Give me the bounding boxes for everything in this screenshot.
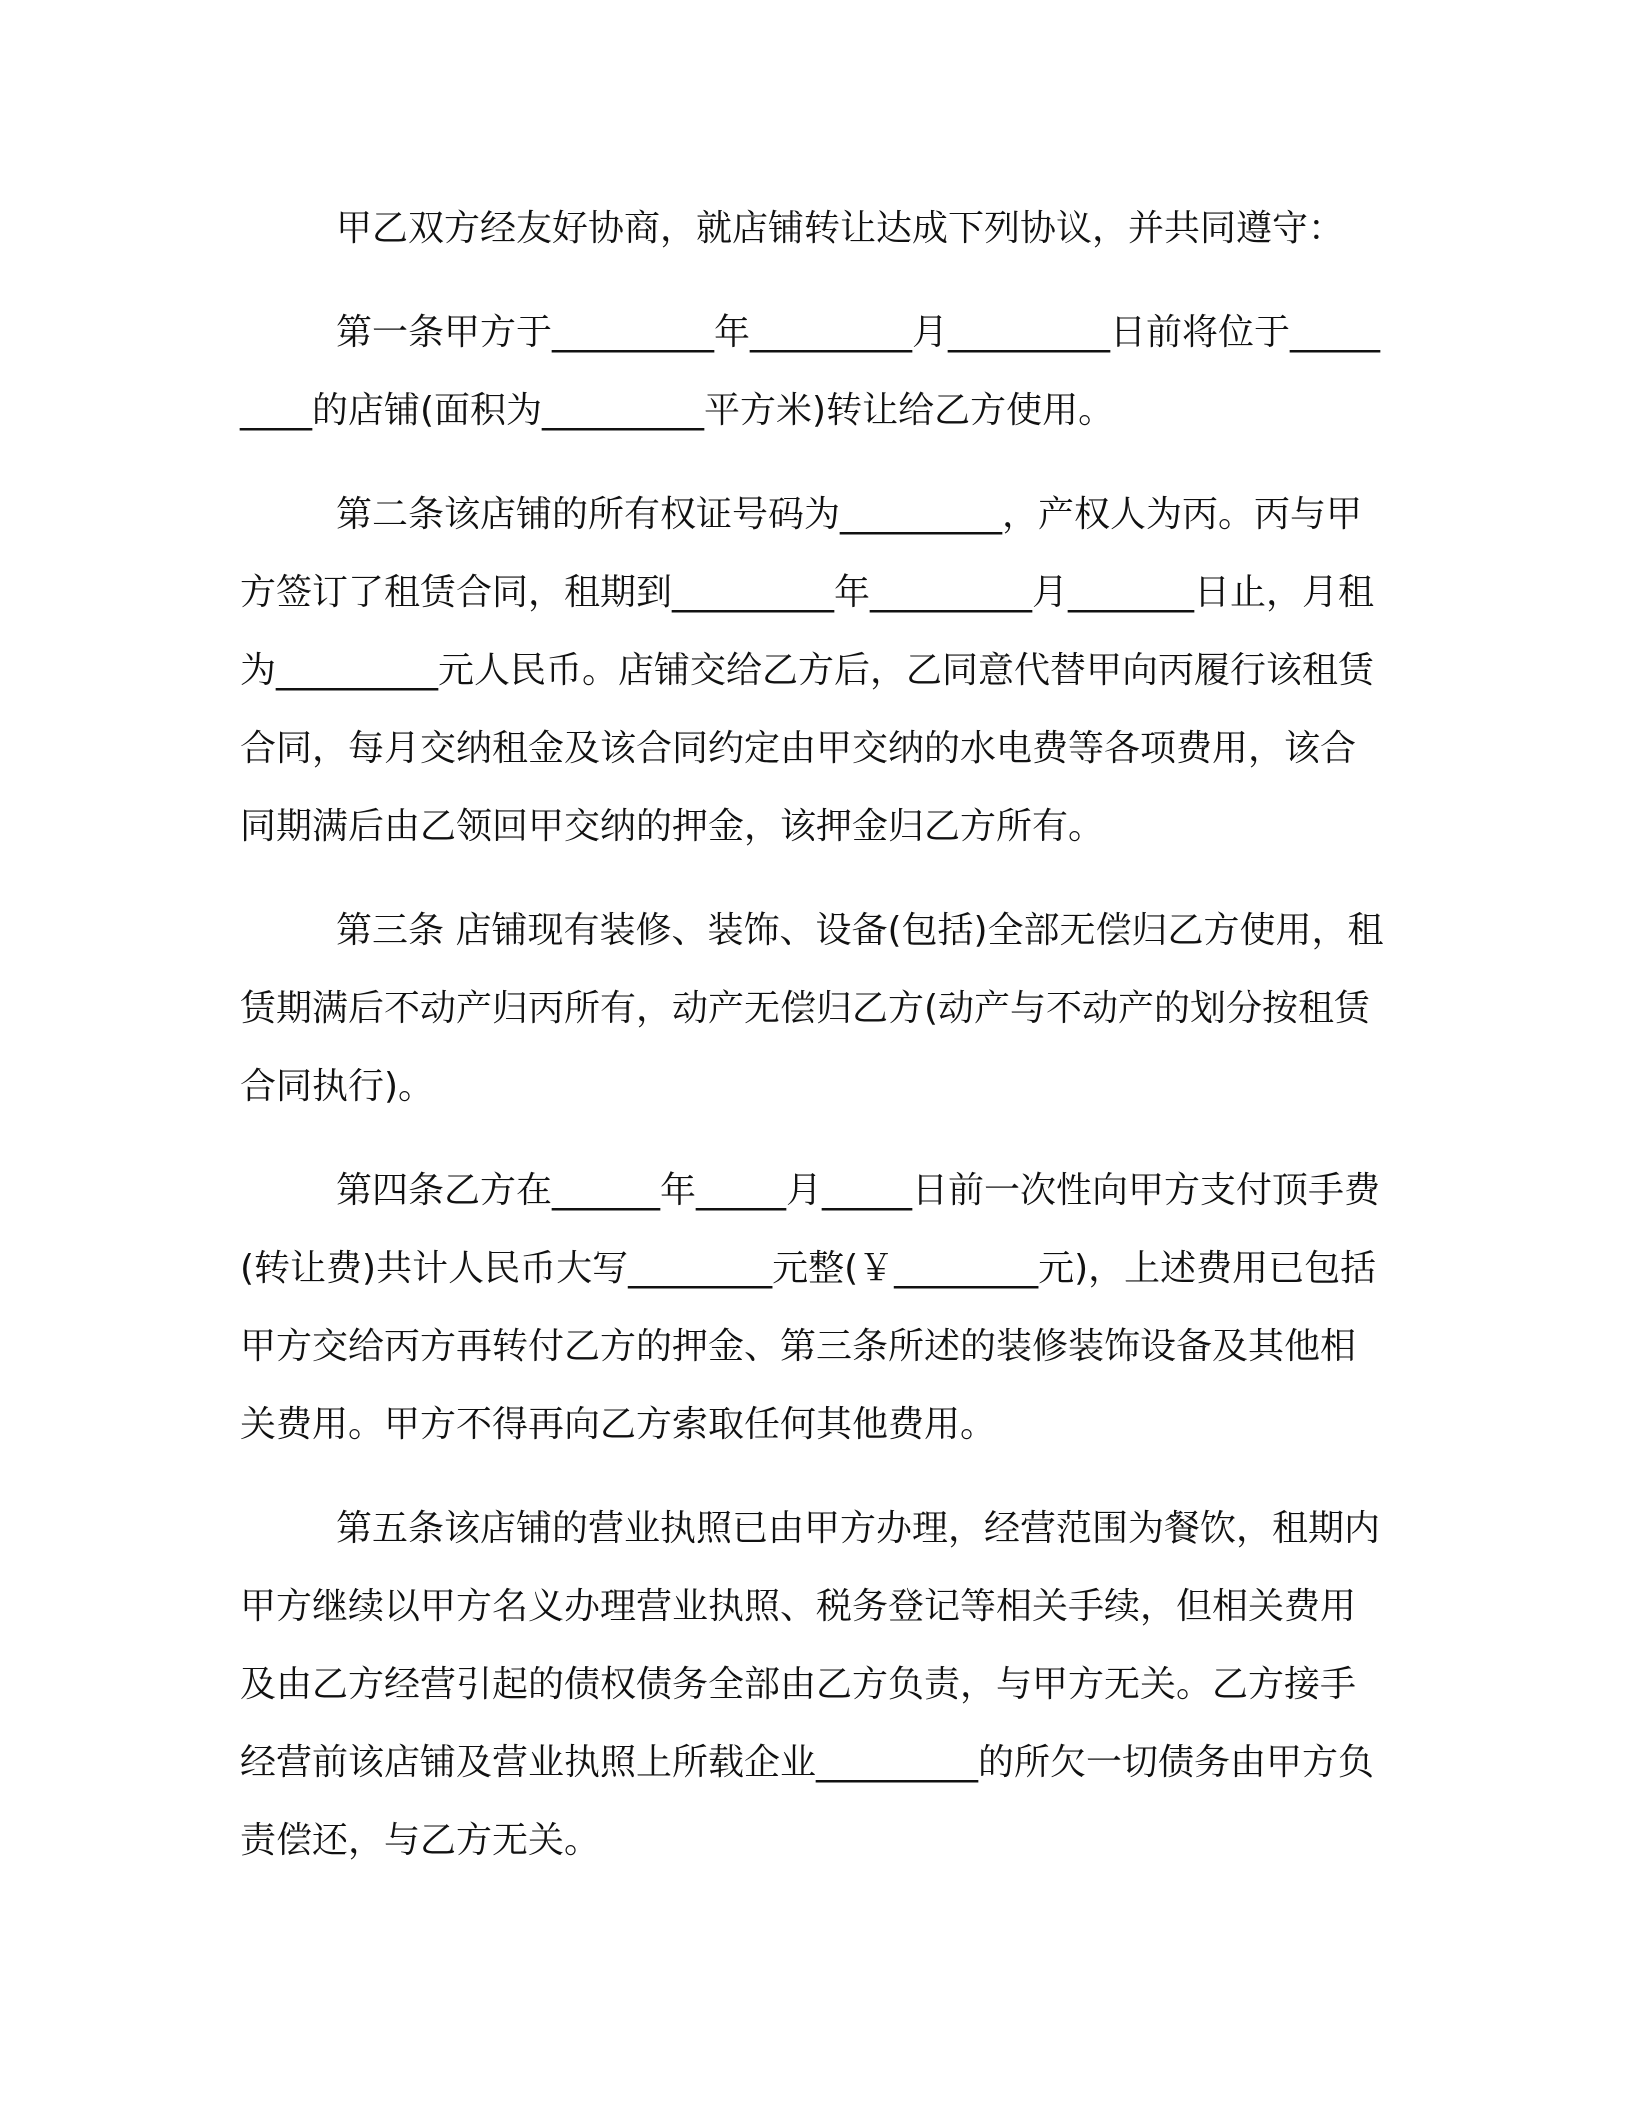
paragraph-article-3: 第三条 店铺现有装修、装饰、设备(包括)全部无偿归乙方使用，租赁期满后不动产归丙所有，动产无偿归乙方(动产与不动产的划分按租赁合同执行)。 <box>240 910 1384 1107</box>
paragraph-article-1: 第一条甲方于_________年_________月_________日前将位于_________的店铺(面积为_________平方米)转让给乙方使用。 <box>240 312 1381 431</box>
paragraph-article-5: 第五条该店铺的营业执照已由甲方办理，经营范围为餐饮，租期内甲方继续以甲方名义办理营业执照、税务登记等相关手续，但相关费用及由乙方经营引起的债权债务全部由乙方负责，与甲方无关。乙方接手经营前该店铺及营业执照上所载企业_________的所欠一切债务由甲方负责偿还，与乙方无关。 <box>240 1508 1381 1861</box>
paragraph-article-4: 第四条乙方在______年_____月_____日前一次性向甲方支付顶手费(转让费)共计人民币大写________元整(￥________元)，上述费用已包括甲方交给丙方再转付乙方的押金、第三条所述的装修装饰设备及其他相关费用。甲方不得再向乙方索取任何其他费用。 <box>240 1170 1381 1445</box>
document-body <box>240 190 1390 1906</box>
paragraph-article-2: 第二条该店铺的所有权证号码为_________，产权人为丙。丙与甲方签订了租赁合同，租期到_________年_________月_______日止，月租为_________元人民币。店铺交给乙方后，乙同意代替甲向丙履行该租赁合同，每月交纳租金及该合同约定由甲交纳的水电费等各项费用，该合同期满后由乙领回甲交纳的押金，该押金归乙方所有。 <box>240 494 1375 847</box>
paragraph-intro: 甲乙双方经友好协商，就店铺转让达成下列协议，并共同遵守： <box>336 208 1345 249</box>
